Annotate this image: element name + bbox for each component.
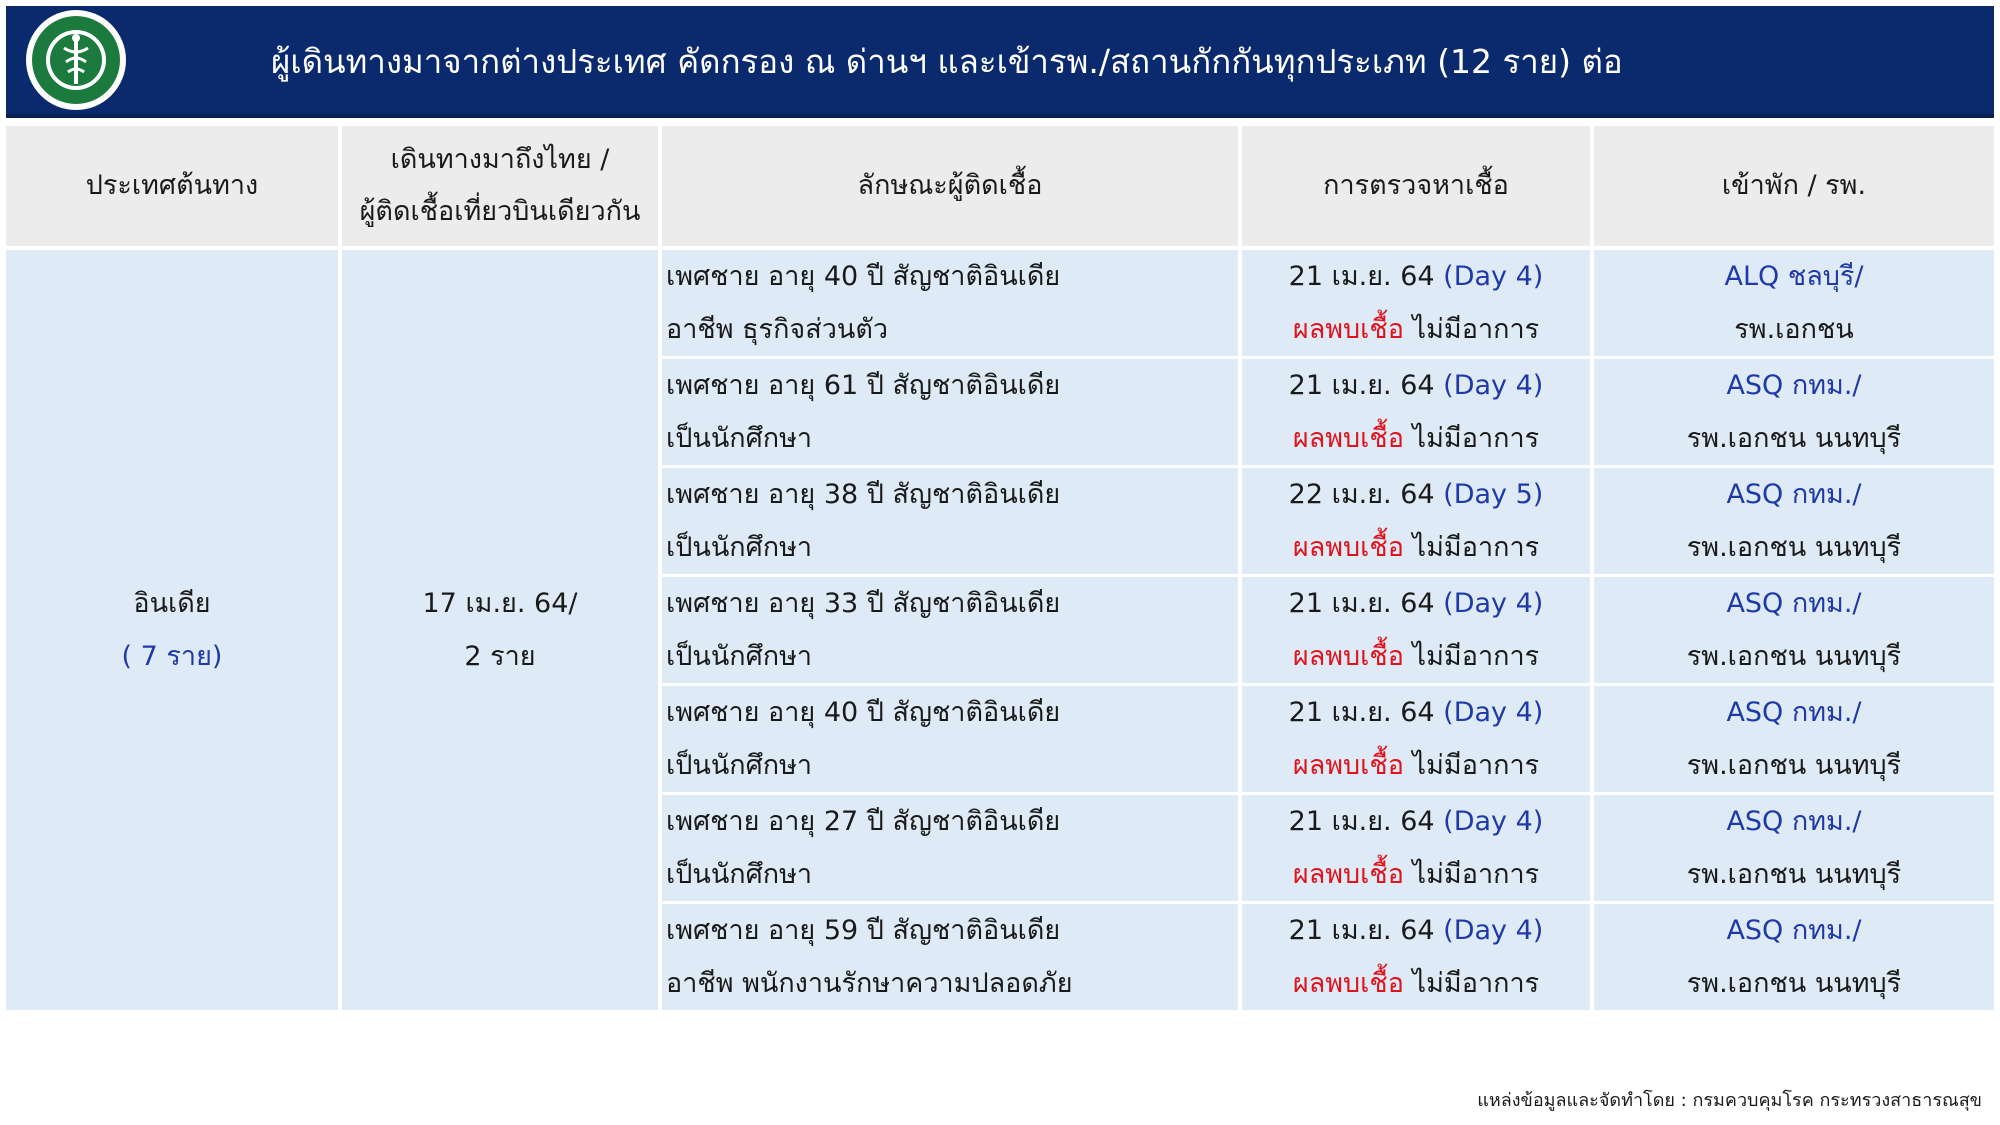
case-demographics: เพศชาย อายุ 59 ปี สัญชาติอินเดีย xyxy=(666,915,1061,946)
symptom-status: ไม่มีอาการ xyxy=(1412,859,1540,890)
table-header-row xyxy=(6,126,1994,250)
ministry-seal-icon xyxy=(24,8,128,112)
test-cell xyxy=(1242,577,1594,686)
test-date: 21 เม.ย. 64 xyxy=(1288,806,1435,837)
hospital-name: รพ.เอกชน นนทบุรี xyxy=(1686,859,1902,890)
quarantine-type: ALQ ชลบุรี/ xyxy=(1724,261,1864,292)
test-cell xyxy=(1242,795,1594,904)
hospital-name: รพ.เอกชน นนทบุรี xyxy=(1686,532,1902,563)
stay-cell xyxy=(1594,359,1994,468)
quarantine-type: ASQ กทม./ xyxy=(1726,697,1862,728)
quarantine-type: ASQ กทม./ xyxy=(1726,915,1862,946)
symptom-status: ไม่มีอาการ xyxy=(1412,968,1540,999)
case-occupation: อาชีพ พนักงานรักษาความปลอดภัย xyxy=(666,968,1073,999)
case-occupation: เป็นนักศึกษา xyxy=(666,641,813,672)
col-header-country: ประเทศต้นทาง xyxy=(6,126,342,250)
test-cell xyxy=(1242,359,1594,468)
test-date: 21 เม.ย. 64 xyxy=(1288,261,1435,292)
test-day: (Day 5) xyxy=(1443,479,1544,510)
test-date: 21 เม.ย. 64 xyxy=(1288,697,1435,728)
test-date: 21 เม.ย. 64 xyxy=(1288,915,1435,946)
country-name: อินเดีย xyxy=(133,588,211,619)
table-body xyxy=(6,250,1994,1013)
col-header-stay: เข้าพัก / รพ. xyxy=(1594,126,1994,250)
test-result: ผลพบเชื้อ xyxy=(1292,532,1404,563)
case-demographics: เพศชาย อายุ 61 ปี สัญชาติอินเดีย xyxy=(666,370,1061,401)
test-date: 21 เม.ย. 64 xyxy=(1288,370,1435,401)
description-cell xyxy=(662,250,1242,359)
hospital-name: รพ.เอกชน xyxy=(1734,314,1854,345)
col-header-arrival: เดินทางมาถึงไทย / ผู้ติดเชื้อเที่ยวบินเดียวกัน xyxy=(342,126,662,250)
description-cell xyxy=(662,577,1242,686)
case-occupation: เป็นนักศึกษา xyxy=(666,750,813,781)
test-day: (Day 4) xyxy=(1443,915,1544,946)
test-date: 22 เม.ย. 64 xyxy=(1288,479,1435,510)
arrival-cell xyxy=(342,250,662,1013)
test-day: (Day 4) xyxy=(1443,588,1544,619)
same-flight-count: 2 ราย xyxy=(464,641,536,672)
test-result: ผลพบเชื้อ xyxy=(1292,750,1404,781)
case-demographics: เพศชาย อายุ 40 ปี สัญชาติอินเดีย xyxy=(666,697,1061,728)
col-header-test: การตรวจหาเชื้อ xyxy=(1242,126,1594,250)
test-cell xyxy=(1242,250,1594,359)
quarantine-type: ASQ กทม./ xyxy=(1726,370,1862,401)
stay-cell xyxy=(1594,686,1994,795)
hospital-name: รพ.เอกชน นนทบุรี xyxy=(1686,968,1902,999)
test-day: (Day 4) xyxy=(1443,370,1544,401)
stay-cell xyxy=(1594,468,1994,577)
case-occupation: เป็นนักศึกษา xyxy=(666,859,813,890)
col-header-description: ลักษณะผู้ติดเชื้อ xyxy=(662,126,1242,250)
symptom-status: ไม่มีอาการ xyxy=(1412,641,1540,672)
hospital-name: รพ.เอกชน นนทบุรี xyxy=(1686,750,1902,781)
test-cell xyxy=(1242,468,1594,577)
stay-cell xyxy=(1594,795,1994,904)
test-cell xyxy=(1242,686,1594,795)
symptom-status: ไม่มีอาการ xyxy=(1412,423,1540,454)
quarantine-type: ASQ กทม./ xyxy=(1726,806,1862,837)
stay-cell xyxy=(1594,904,1994,1013)
test-result: ผลพบเชื้อ xyxy=(1292,641,1404,672)
source-footer: แหล่งข้อมูลและจัดทำโดย : กรมควบคุมโรค กระทรวงสาธารณสุข xyxy=(1477,1090,1982,1111)
test-day: (Day 4) xyxy=(1443,806,1544,837)
case-demographics: เพศชาย อายุ 40 ปี สัญชาติอินเดีย xyxy=(666,261,1061,292)
title-banner xyxy=(6,6,1994,118)
case-occupation: เป็นนักศึกษา xyxy=(666,423,813,454)
test-day: (Day 4) xyxy=(1443,261,1544,292)
table-row xyxy=(6,250,1994,359)
case-demographics: เพศชาย อายุ 38 ปี สัญชาติอินเดีย xyxy=(666,479,1061,510)
test-result: ผลพบเชื้อ xyxy=(1292,968,1404,999)
description-cell xyxy=(662,795,1242,904)
test-result: ผลพบเชื้อ xyxy=(1292,859,1404,890)
page-title: ผู้เดินทางมาจากต่างประเทศ คัดกรอง ณ ด่านฯ และเข้ารพ./สถานกักกันทุกประเภท (12 ราย) ต่อ xyxy=(271,42,1623,81)
case-demographics: เพศชาย อายุ 33 ปี สัญชาติอินเดีย xyxy=(666,588,1061,619)
quarantine-type: ASQ กทม./ xyxy=(1726,588,1862,619)
description-cell xyxy=(662,359,1242,468)
hospital-name: รพ.เอกชน นนทบุรี xyxy=(1686,641,1902,672)
quarantine-type: ASQ กทม./ xyxy=(1726,479,1862,510)
test-day: (Day 4) xyxy=(1443,697,1544,728)
test-cell xyxy=(1242,904,1594,1013)
stay-cell xyxy=(1594,250,1994,359)
case-occupation: อาชีพ ธุรกิจส่วนตัว xyxy=(666,314,889,345)
description-cell xyxy=(662,686,1242,795)
symptom-status: ไม่มีอาการ xyxy=(1412,750,1540,781)
stay-cell xyxy=(1594,577,1994,686)
test-result: ผลพบเชื้อ xyxy=(1292,314,1404,345)
symptom-status: ไม่มีอาการ xyxy=(1412,532,1540,563)
arrival-date: 17 เม.ย. 64/ xyxy=(422,588,578,619)
description-cell xyxy=(662,468,1242,577)
cases-table xyxy=(6,126,1994,1013)
case-demographics: เพศชาย อายุ 27 ปี สัญชาติอินเดีย xyxy=(666,806,1061,837)
hospital-name: รพ.เอกชน นนทบุรี xyxy=(1686,423,1902,454)
symptom-status: ไม่มีอาการ xyxy=(1412,314,1540,345)
description-cell xyxy=(662,904,1242,1013)
case-occupation: เป็นนักศึกษา xyxy=(666,532,813,563)
test-result: ผลพบเชื้อ xyxy=(1292,423,1404,454)
country-count: ( 7 ราย) xyxy=(121,641,223,672)
test-date: 21 เม.ย. 64 xyxy=(1288,588,1435,619)
country-cell xyxy=(6,250,342,1013)
